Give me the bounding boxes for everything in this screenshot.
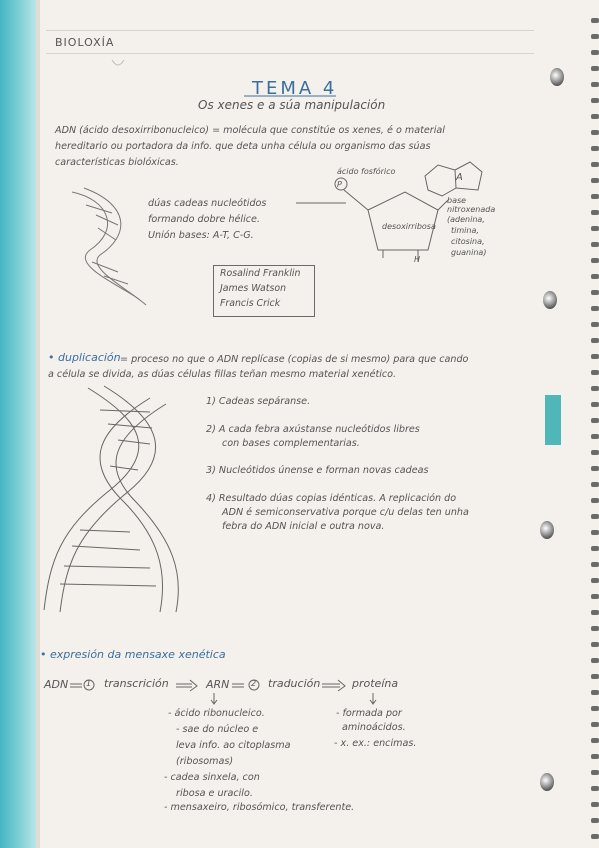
duplication-step: febra do ADN inicial e outra nova. <box>222 521 385 532</box>
subject-label: BIOLOXÍA <box>55 36 115 49</box>
arn-note: - cadea sinxela, con <box>164 772 260 783</box>
base-name: (adenina, <box>447 215 485 224</box>
base-name: guanina) <box>451 248 487 257</box>
scientist-name: Francis Crick <box>220 298 281 309</box>
intro-line: características biolóxicas. <box>55 157 179 168</box>
nucleotide-icon <box>335 162 482 262</box>
protein-note: aminoácidos. <box>342 722 406 733</box>
protein-note: - formada por <box>336 708 402 719</box>
intro-line: ADN (ácido desoxirribonucleico) = molécula que constitúe os xenes, é o material <box>55 125 445 136</box>
duplication-step: ADN é semiconservativa porque c/u delas ten unha <box>222 507 469 518</box>
dna-note: formando dobre hélice. <box>148 214 260 225</box>
arn-note: - ácido ribonucleico. <box>168 708 265 719</box>
phosphate-label: ácido fosfórico <box>337 167 396 176</box>
arn-note: leva info. ao citoplasma <box>176 740 291 751</box>
scientist-name: Rosalind Franklin <box>220 268 301 279</box>
arn-note: ribosa e uracilo. <box>176 788 253 799</box>
arn-note: - sae do núcleo e <box>176 724 259 735</box>
arn-note: - mensaxeiro, ribosómico, transferente. <box>164 802 355 813</box>
scribble <box>112 60 124 65</box>
base-letter: A <box>456 172 463 183</box>
phosphate-letter: P <box>337 180 342 189</box>
flow-transcription: transcrición <box>104 677 169 690</box>
duplication-step: 4) Resultado dúas copias idénticas. A replicación do <box>206 493 457 504</box>
flow-arn: ARN <box>206 678 230 691</box>
flow-protein: proteína <box>352 677 399 690</box>
flow-translation: tradución <box>268 677 321 690</box>
expression-heading: • expresión da mensaxe xenética <box>40 648 226 661</box>
dna-note: dúas cadeas nucleótidos <box>148 198 267 209</box>
duplication-heading: • duplicación <box>48 351 121 364</box>
sugar-label: desoxirribosa <box>382 222 436 231</box>
page-subtitle: Os xenes e a súa manipulación <box>198 98 386 112</box>
flow-arrows <box>70 680 376 704</box>
page-title: TEMA 4 <box>252 78 338 99</box>
protein-note: - x. ex.: encimas. <box>334 738 417 749</box>
scientist-name: James Watson <box>220 283 287 294</box>
dna-double-helix-icon <box>44 386 178 612</box>
dna-note: Unión bases: A-T, C-G. <box>148 230 254 241</box>
flow-step-number: 1 <box>86 679 92 688</box>
duplication-step: 1) Cadeas sepáranse. <box>206 396 311 407</box>
arn-note: (ribosomas) <box>176 756 234 767</box>
base-title: base nitroxenada <box>447 196 496 214</box>
base-name: timina, <box>451 226 479 235</box>
duplication-def: a célula se divida, as dúas células fillas teñan mesmo material xenético. <box>48 369 397 380</box>
dna-helix-icon <box>72 188 146 305</box>
flow-step-number: 2 <box>251 679 257 688</box>
duplication-step: con bases complementarias. <box>222 438 360 449</box>
duplication-def: = proceso no que o ADN replícase (copias de si mesmo) para que cando <box>120 354 469 365</box>
base-name: citosina, <box>451 237 485 246</box>
duplication-step: 2) A cada febra axústanse nucleótidos libres <box>206 424 420 435</box>
flow-adn: ADN <box>44 678 69 691</box>
h-letter: H <box>414 255 421 264</box>
duplication-step: 3) Nucleótidos únense e forman novas cadeas <box>206 465 429 476</box>
intro-line: hereditario ou portadora da info. que deta unha célula ou organismo das súas <box>55 141 431 152</box>
